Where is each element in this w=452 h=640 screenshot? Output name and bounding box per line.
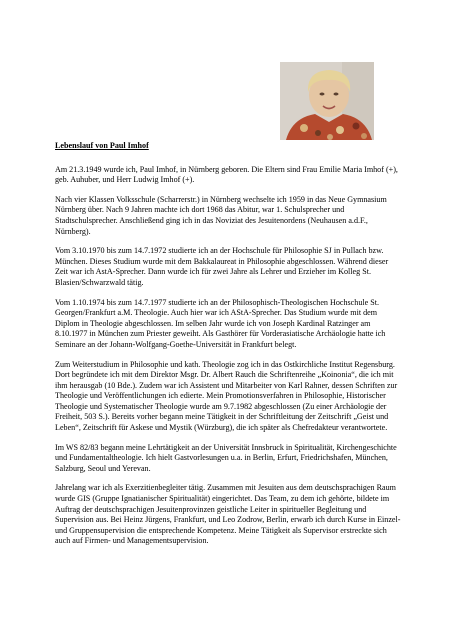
paragraph-teaching: Im WS 82/83 begann meine Lehrtätigkeit an der Universität Innsbruck in Spiritualität, Kirchengeschichte und Fundamentaltheologie. Ich hielt Gastvorlesungen u.a. in Berlin, Erfurt, Friedrichshafen, München, Salzburg, Seoul und Yerevan. — [55, 442, 397, 473]
paragraph-birth: Am 21.3.1949 wurde ich, Paul Imhof, in Nürnberg geboren. Die Eltern sind Frau Emilie Maria Imhof (+), geb. Auhuber, und Herr Ludwig Imhof (+). — [55, 164, 398, 185]
portrait-photo — [280, 62, 374, 140]
paragraph-theology-study: Vom 1.10.1974 bis zum 14.7.1977 studierte ich an der Philosophisch-Theologischen Hochschule St. Georgen/Frankfurt a.M. Theologie. Auch hier war ich AStA-Sprecher. Das Studium wurde mit dem Diplom in Theologie abgeschlossen. Im selben Jahr wurde ich von Joseph Kardinal Ratzinger am 8.10.1977 in München zum Priester geweiht. Als Gasthörer für Vorderasiatische Archäologie hatte ich Seminare an der Johann-Wolfgang-Goethe-Universität in Frankfurt belegt. — [55, 297, 386, 349]
cv-document — [55, 141, 403, 556]
document-title: Lebenslauf von Paul Imhof — [55, 141, 149, 150]
paragraph-supervision: Jahrelang war ich als Exerzitienbegleiter tätig. Zusammen mit Jesuiten aus dem deutschsprachigen Raum wurde GIS (Gruppe Ignatianischer Spiritualität) eingerichtet. Das Team, zu dem ich gehörte, bildete im Auftrag der deutschsprachigen Jesuitenprovinzen geistliche Leiter in spiritueller Begleitung und Supervision aus. Bei Heinz Jürgens, Frankfurt, und Leo Zodrow, Berlin, erwarb ich durch Kurse in Einzel- und Gruppensupervision die entsprechende Kompetenz. Meine Tätigkeit als Supervisor erstreckte sich auch auf Firmen- und Managementsupervision. — [55, 483, 401, 546]
portrait-illustration — [280, 62, 374, 140]
paragraph-philosophy-study: Vom 3.10.1970 bis zum 14.7.1972 studierte ich an der Hochschule für Philosophie SJ in Pullach bzw. München. Dieses Studium wurde mit dem Bakkalaureat in Philosophie abgeschlossen. Während dieser Zeit war ich AstA-Sprecher. Dann wurde ich für zwei Jahre als Lehrer und Erzieher im Kolleg St. Blasien/Schwarzwald tätig. — [55, 246, 389, 287]
paragraph-school: Nach vier Klassen Volksschule (Scharrerstr.) in Nürnberg wechselte ich 1959 in das Neue Gymnasium Nürnberg über. Nach 9 Jahren machte ich dort 1968 das Abitur, war 1. Schulsprecher und Stadtschulsprecher. Anschließend ging ich in das Noviziat des Jesuitenordens (Neuhausen a.d.F., Nürnberg). — [55, 194, 387, 236]
paragraph-further-study: Zum Weiterstudium in Philosophie und kath. Theologie zog ich in das Ostkirchliche Institut Regensburg. Dort begründete ich mit dem Direktor Msgr. Dr. Albert Rauch die Schriftenreihe „Koinonia“, die ich mit ihm herausgab (10 Bde.). Zudem war ich Assistent und Mitarbeiter von Karl Rahner, dessen Schriften zur Theologie und Veröffentlichungen ich edierte. Mein Promotionsverfahren in Philosophie, Historischer Theologie und Systematischer Theologie wurde am 9.7.1982 abgeschlossen (Zu einer Archäologie der Freiheit, 503 S.). Bereits vorher begann meine Tätigkeit in der Schriftleitung der Zeitschrift „Geist und Leben“, Zeitschrift für Askese und Mystik (Würzburg), die ich später als Chefredakteur verantwortete. — [55, 359, 398, 433]
